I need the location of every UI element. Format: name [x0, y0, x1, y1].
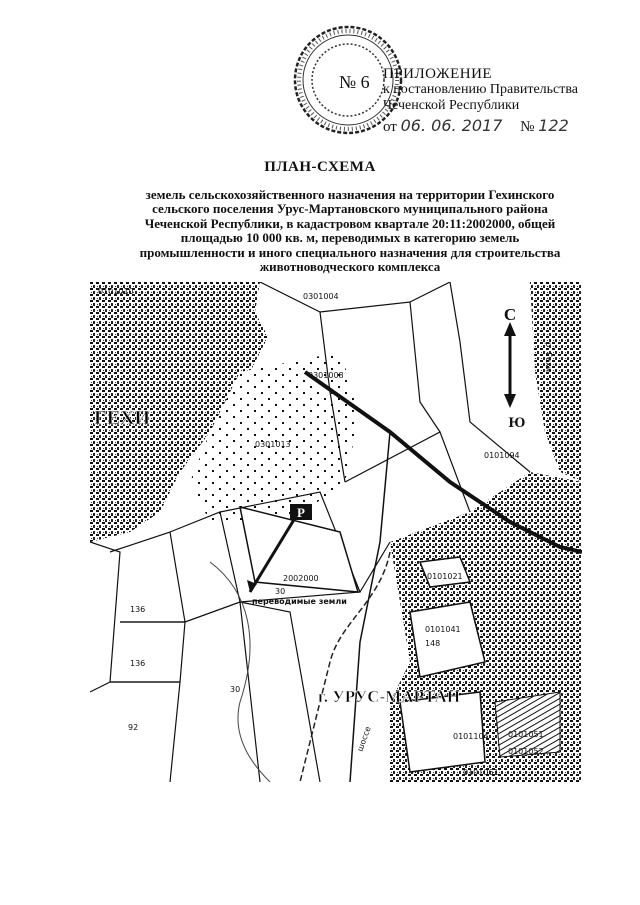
compass-north-label: С [503, 305, 517, 324]
parcel-label: 0101051 [508, 730, 544, 739]
parcel-label: 0101061 [463, 768, 499, 777]
parcel-label: 0101021 [427, 572, 463, 581]
appendix-date: 06. 06. 2017 [400, 116, 503, 135]
parcel-label: 0101094 [484, 451, 520, 460]
compass-south-label: Ю [508, 415, 526, 431]
subtitle-line: Чеченской Республики, в кадастровом квартале 20:11:2002000, общей [144, 215, 556, 231]
appendix-line-2: Чеченской Республики [383, 98, 520, 113]
date-prefix: от [383, 119, 397, 135]
appendix-date-row [383, 116, 569, 136]
parcel-label: 0101104 [453, 732, 489, 741]
subtitle-line: земель сельскохозяйственного назначения на территории Гехинского [145, 187, 555, 202]
settlement-label-gekhi: ГЕХИ [94, 407, 151, 429]
cadastral-map [90, 282, 582, 782]
appendix-line-1: к постановлению Правительства [383, 82, 579, 97]
number-label: № [520, 119, 535, 135]
parcel-label: 148 [425, 639, 441, 648]
document-title: ПЛАН-СХЕМА [264, 159, 376, 175]
parcel-label: 92 [128, 723, 139, 732]
subtitle-line: животноводческого комплекса [259, 259, 441, 275]
appendix-title: ПРИЛОЖЕНИЕ [383, 66, 493, 82]
parcel-label: 30 [275, 587, 286, 596]
parcel-label: 0101041 [425, 625, 461, 634]
subtitle-line: площадью 10 000 кв. м, переводимых в категорию земель [180, 230, 520, 246]
parcel-label: 30 [230, 685, 241, 694]
subtitle-line: сельского поселения Урус-Мартановского муниципального района [152, 201, 548, 217]
subtitle-line: промышленности и иного специального назначения для строительства [139, 244, 561, 260]
parcel-label: 0101052 [508, 747, 544, 756]
seal-number: № 6 [339, 72, 370, 92]
appendix-number: 122 [538, 116, 569, 135]
parcel-label: 0301013 [255, 440, 291, 449]
river-label: р. Гехи [544, 342, 553, 372]
target-marker-label: Р [297, 505, 305, 520]
settlement-label-urus-martan: г. УРУС-МАРТАН [318, 687, 461, 706]
appendix-header [383, 66, 578, 114]
parcel-label: 0301004 [303, 292, 339, 301]
document-subtitle [112, 188, 588, 274]
road-label: шоссе [355, 725, 373, 753]
parcel-label: 2002000 [283, 574, 319, 583]
parcel-label: 136 [130, 659, 146, 668]
land-note-label: переводимые земли [252, 597, 347, 606]
parcel-label: 0101010 [98, 287, 134, 296]
parcel-label: 0301008 [308, 371, 344, 380]
parcel-label: 136 [130, 605, 146, 614]
map-canvas [90, 282, 582, 782]
